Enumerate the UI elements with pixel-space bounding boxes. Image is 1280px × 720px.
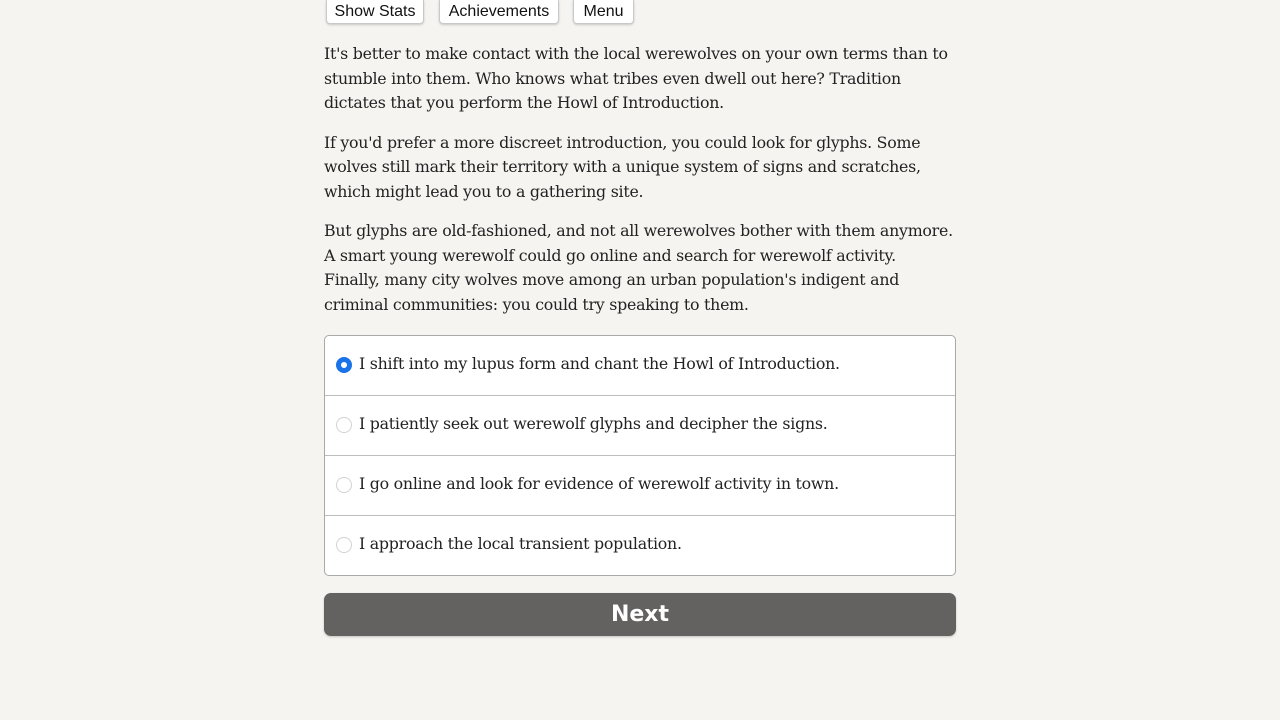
choice-list <box>324 335 956 576</box>
choice-label: I patiently seek out werewolf glyphs and decipher the signs. <box>359 414 828 433</box>
story-text <box>324 42 956 332</box>
choice-label: I approach the local transient population. <box>359 534 682 553</box>
choice-option-online[interactable] <box>325 456 955 516</box>
story-paragraph: It's better to make contact with the local werewolves on your own terms than to stumble into them. Who knows what tribes even dwell out here? Tradition dictates that you perform the Howl of Introduction. <box>324 44 948 112</box>
choice-option-transient[interactable] <box>325 516 955 576</box>
show-stats-button[interactable]: Show Stats <box>326 0 424 24</box>
radio-button[interactable] <box>336 477 352 493</box>
radio-button[interactable] <box>336 537 352 553</box>
story-paragraph: But glyphs are old-fashioned, and not all werewolves bother with them anymore. A smart young werewolf could go online and search for werewolf activity. Finally, many city wolves move among an urban population's indigent and criminal communities: you could try speaking to them. <box>324 221 953 314</box>
radio-button-selected[interactable] <box>336 357 352 373</box>
choice-option-howl[interactable] <box>325 336 955 396</box>
story-paragraph: If you'd prefer a more discreet introduction, you could look for glyphs. Some wolves still mark their territory with a unique system of signs and scratches, which might lead you to a gathering site. <box>324 132 921 201</box>
next-button[interactable]: Next <box>324 593 956 636</box>
achievements-button[interactable]: Achievements <box>439 0 559 24</box>
choice-label: I shift into my lupus form and chant the Howl of Introduction. <box>359 354 840 373</box>
choice-label: I go online and look for evidence of werewolf activity in town. <box>359 474 839 493</box>
choice-option-glyphs[interactable] <box>325 396 955 456</box>
radio-button[interactable] <box>336 417 352 433</box>
menu-button[interactable]: Menu <box>573 0 634 24</box>
